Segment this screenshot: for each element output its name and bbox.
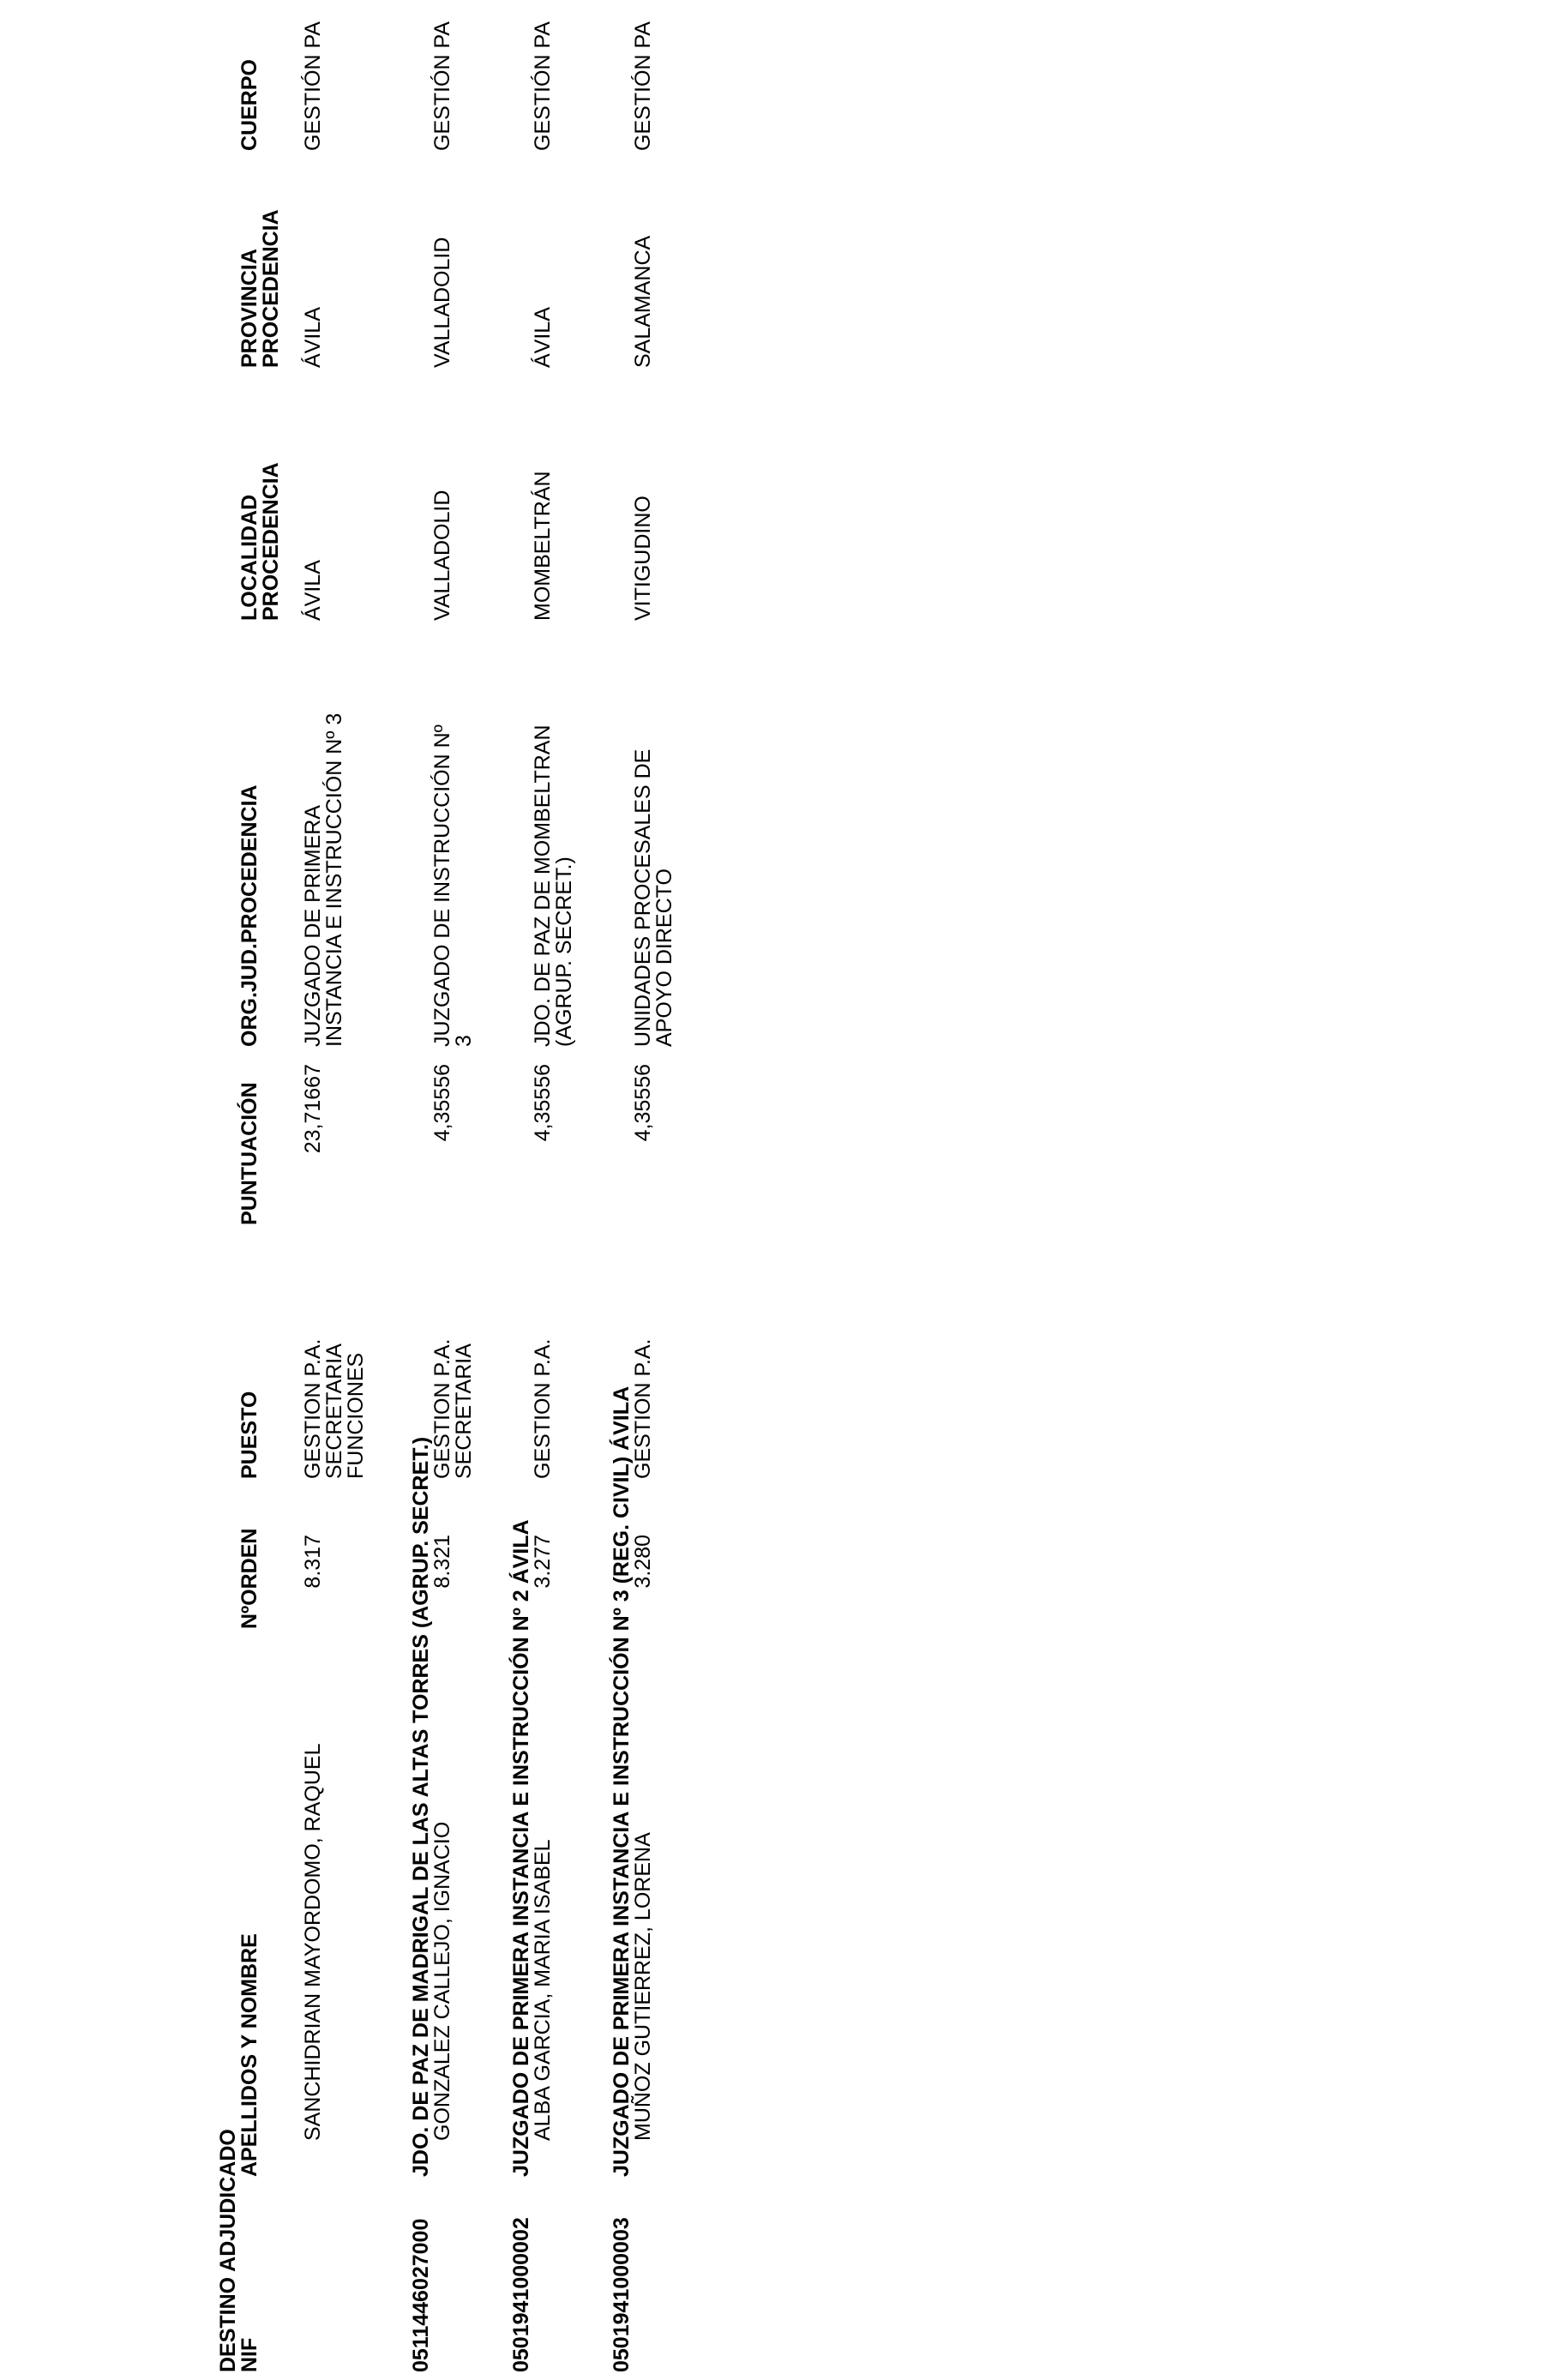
row-order: 8.317	[301, 1535, 325, 1589]
puntuacion-header: PUNTUACIÓN	[237, 1082, 261, 1225]
row-puesto-line1: GESTION P.A.	[430, 1338, 454, 1479]
provincia-header-line1: PROVINCIA	[237, 249, 261, 368]
apellidos-header: APELLIDOS Y NOMBRE	[237, 1933, 261, 2177]
row-puesto-line2: SECRETARIA	[452, 1343, 476, 1479]
destination-code: 0501941000003	[610, 2217, 634, 2372]
row-localidad: MOMBELTRÁN	[531, 471, 555, 621]
destination-name: JDO. DE PAZ DE MADRIGAL DE LAS ALTAS TORRES (AGRUP. SECRET.)	[409, 1436, 433, 2177]
row-order: 8.321	[430, 1535, 454, 1589]
row-name: SANCHIDRIAN MAYORDOMO, RAQUEL	[301, 1743, 325, 2141]
row-puesto-line1: GESTION P.A.	[301, 1338, 325, 1479]
row-score: 23,71667	[301, 1064, 325, 1154]
row-name: ALBA GARCIA, MARIA ISABEL	[531, 1839, 555, 2141]
row-localidad: VITIGUDINO	[631, 496, 655, 621]
row-localidad: VALLADOLID	[430, 490, 454, 621]
row-org-line2: 3	[452, 1035, 476, 1047]
row-org-line2: APOYO DIRECTO	[652, 868, 676, 1047]
destination-name: JUZGADO DE PRIMERA INSTANCIA E INSTRUCCIÓN Nº 2 ÁVILA	[509, 1519, 533, 2177]
row-org-line1: JUZGADO DE PRIMERA	[301, 805, 325, 1047]
row-name: GONZALEZ CALLEJO, IGNACIO	[430, 1821, 454, 2141]
row-org-line1: JDO. DE PAZ DE MOMBELTRAN	[531, 724, 555, 1047]
localidad-header-line2: PROCEDENCIA	[259, 462, 283, 621]
row-score: 4,35556	[631, 1064, 655, 1142]
cuerpo-header: CUERPO	[237, 59, 261, 151]
row-cuerpo: GESTIÓN PA	[430, 21, 454, 151]
nif-header: NIF	[237, 2337, 261, 2372]
row-org-line2: INSTANCIA E INSTRUCCIÓN Nº 3	[322, 712, 346, 1047]
row-provincia: VALLADOLID	[430, 237, 454, 368]
row-cuerpo: GESTIÓN PA	[631, 21, 655, 151]
row-order: 3.280	[631, 1535, 655, 1589]
row-org-line1: JUZGADO DE INSTRUCCIÓN Nº	[430, 724, 454, 1047]
provincia-header-line2: PROCEDENCIA	[259, 209, 283, 368]
row-org-line2: (AGRUP. SECRET.)	[552, 856, 576, 1047]
row-order: 3.277	[531, 1535, 555, 1589]
destination-name: JUZGADO DE PRIMERA INSTANCIA E INSTRUCCIÓN Nº 3 (REG. CIVIL) ÁVILA	[610, 1385, 634, 2177]
row-cuerpo: GESTIÓN PA	[531, 21, 555, 151]
row-localidad: ÁVILA	[301, 560, 325, 621]
localidad-header-line1: LOCALIDAD	[237, 494, 261, 621]
norden-header: NºORDEN	[237, 1528, 261, 1629]
row-puesto-line2: SECRETARIA	[322, 1343, 346, 1479]
puesto-header: PUESTO	[237, 1391, 261, 1479]
row-name: MUÑOZ GUTIERREZ, LORENA	[631, 1832, 655, 2141]
row-puesto-line1: GESTION P.A.	[631, 1338, 655, 1479]
row-puesto-line1: GESTION P.A.	[531, 1338, 555, 1479]
row-puesto-line3: FUNCIONES	[344, 1352, 368, 1479]
row-provincia: SALAMANCA	[631, 235, 655, 368]
row-provincia: ÁVILA	[531, 307, 555, 368]
row-provincia: ÁVILA	[301, 307, 325, 368]
org-header: ORG.JUD.PROCEDENCIA	[237, 784, 261, 1047]
row-score: 4,35556	[430, 1064, 454, 1142]
row-cuerpo: GESTIÓN PA	[301, 21, 325, 151]
row-org-line1: UNIDADES PROCESALES DE	[631, 748, 655, 1047]
destination-code: 0501941000002	[509, 2217, 533, 2372]
destino-adjudicado-heading: DESTINO ADJUDICADO	[216, 2129, 240, 2372]
destination-code: 0511446027000	[409, 2218, 433, 2372]
row-score: 4,35556	[531, 1064, 555, 1142]
